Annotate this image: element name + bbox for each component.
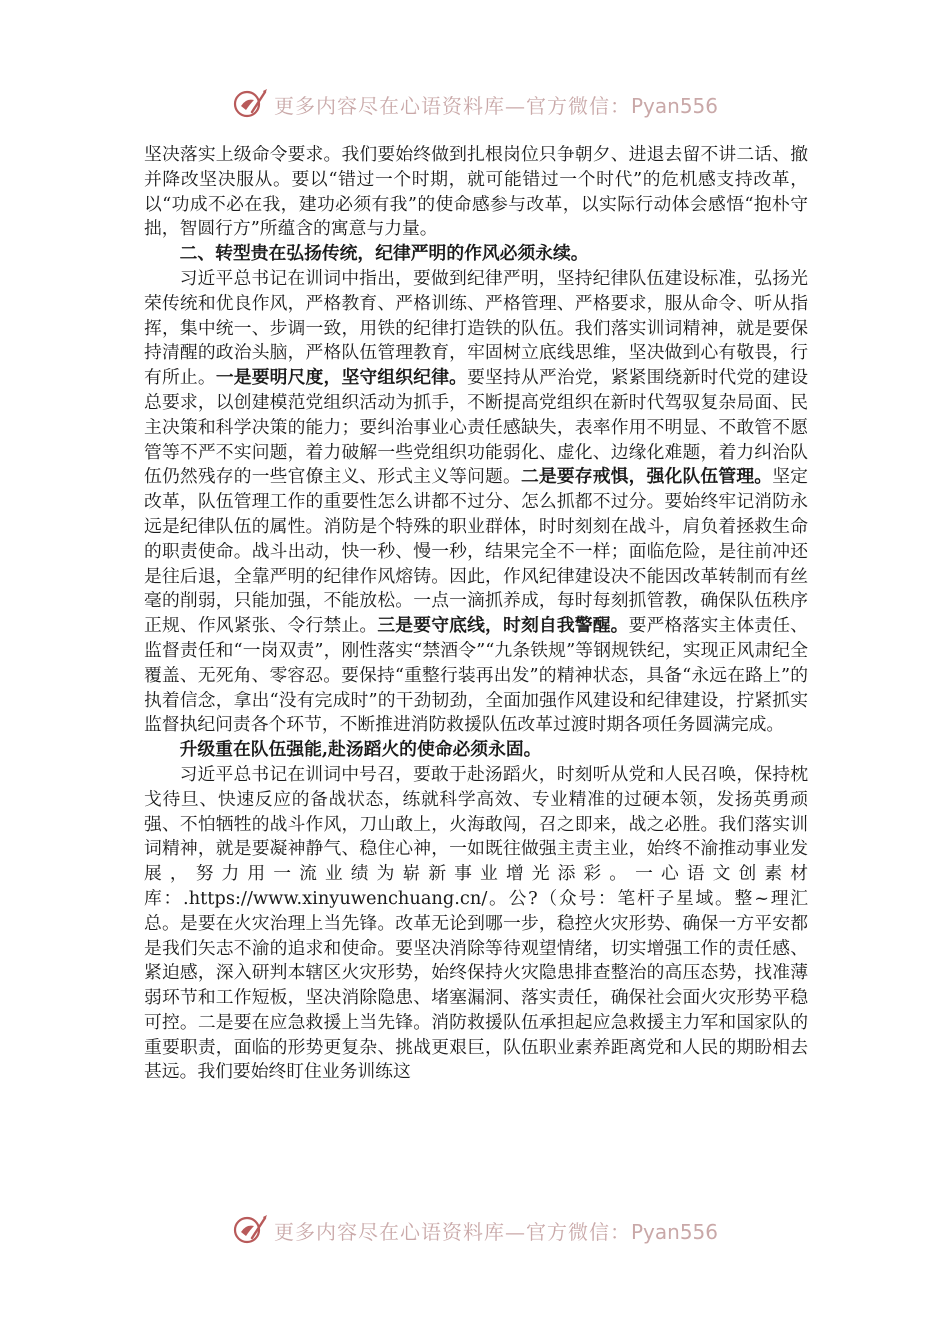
point-3-bold: 三是要守底线，时刻自我警醒。: [377, 615, 629, 637]
paragraph-1: 坚决落实上级命令要求。我们要始终做到扎根岗位只争朝夕、进退去留不讲二话、撤并降改坚决服从。要以“错过一个时期，就可能错过一个时代”的危机感支持改革，以“功成不必在我，建功必须有我”的使命感参与改革，以实际行动体会感悟“抱朴守拙，智圆行方”所蕴含的寓意与力量。: [144, 144, 808, 240]
header-banner: [0, 84, 950, 124]
section-heading-2: 二、转型贵在弘扬传统，纪律严明的作风必须永续。: [179, 243, 589, 265]
banner-text: 更多内容尽在心语资料库—官方微信：Pyan556: [273, 1219, 718, 1244]
section-heading-3: 升级重在队伍强能,赴汤蹈火的使命必须永固。: [179, 739, 542, 761]
pen-logo-icon: [232, 86, 268, 122]
banner-account: Pyan556: [630, 93, 718, 118]
pen-logo-icon: [232, 1212, 268, 1248]
point-1-bold: 一是要明尺度，坚守组织纪律。: [215, 367, 468, 389]
paragraph-2: 习近平总书记在训词中指出，要做到纪律严明，坚持纪律队伍建设标准，弘扬光荣传统和优良作风，严格教育、严格训练、严格管理、严格要求，服从命令、听从指挥，集中统一、步调一致，用铁的纪律打造铁的队伍。我们落实训词精神，就是要保持清醒的政治头脑，严格队伍管理教育，牢固树立底线思维，坚决做到心有敬畏，行有所止。一是要明尺度，坚守组织纪律。要坚持从严治党，紧紧围绕新时代党的建设总要求，以创建模范党组织活动为抓手，不断提高党组织在新时代驾驭复杂局面、民主决策和科学决策的能力；要纠治事业心责任感缺失，表率作用不明显、不敢管不愿管等不严不实问题，着力破解一些党组织功能弱化、虚化、边缘化难题，着力纠治队伍仍然残存的一些官僚主义、形式主义等问题。二是要存戒惧，强化队伍管理。坚定改革，队伍管理工作的重要性怎么讲都不过分、怎么抓都不过分。要始终牢记消防永远是纪律队伍的属性。消防是个特殊的职业群体，时时刻刻在战斗，肩负着拯救生命的职责使命。战斗出动，快一秒、慢一秒，结果完全不一样；面临危险，是往前冲还是往后退，全靠严明的纪律作风熔铸。因此，作风纪律建设决不能因改革转制而有丝毫的削弱，只能加强，不能放松。一点一滴抓养成，每时每刻抓管教，确保队伍秩序正规、作风紧张、令行禁止。三是要守底线，时刻自我警醒。要严格落实主体责任、监督责任和“一岗双责”，刚性落实“禁酒令”“九条铁规”等钢规铁纪，实现正风肃纪全覆盖、无死角、零容忍。要保持“重整行装再出发”的精神状态，具备“永远在路上”的执着信念，拿出“没有完成时”的干劲韧劲，全面加强作风建设和纪律建设，拧紧抓实监督执纪问责各个环节，不断推进消防救援队伍改革过渡时期各项任务圆满完成。: [144, 267, 808, 736]
banner-account: Pyan556: [630, 1219, 718, 1244]
point-2-bold: 二是要存戒惧，强化队伍管理。: [520, 466, 773, 488]
document-body: [144, 143, 808, 1085]
banner-text: 更多内容尽在心语资料库—官方微信：Pyan556: [273, 93, 718, 118]
footer-banner: [0, 1210, 950, 1250]
paragraph-3: 习近平总书记在训词中号召，要敢于赴汤蹈火，时刻听从党和人民召唤，保持枕戈待旦、快速反应的备战状态，练就科学高效、专业精准的过硬本领，发扬英勇顽强、不怕牺牲的战斗作风，刀山敢上，火海敢闯，召之即来，战之必胜。我们落实训词精神，就是要凝神静气、稳住心神，一如既往做强主责主业，始终不渝推动事业发展，努力用一流业绩为崭新事业增光添彩。一心语文创素材库：.https://www.xinyuwenchuang.cn/。公?（众号：笔杆子星域。整~理汇总。是要在火灾治理上当先锋。改革无论到哪一步，稳控火灾形势、确保一方平安都是我们矢志不渝的追求和使命。要坚决消除等待观望情绪，切实增强工作的责任感、紧迫感，深入研判本辖区火灾形势，始终保持火灾隐患排查整治的高压态势，找准薄弱环节和工作短板，坚决消除隐患、堵塞漏洞、落实责任，确保社会面火灾形势平稳可控。二是要在应急救援上当先锋。消防救援队伍承担起应急救援主力军和国家队的重要职责，面临的形势更复杂、挑战更艰巨，队伍职业素养距离党和人民的期盼相去甚远。我们要始终盯住业务训练这: [144, 763, 808, 1083]
